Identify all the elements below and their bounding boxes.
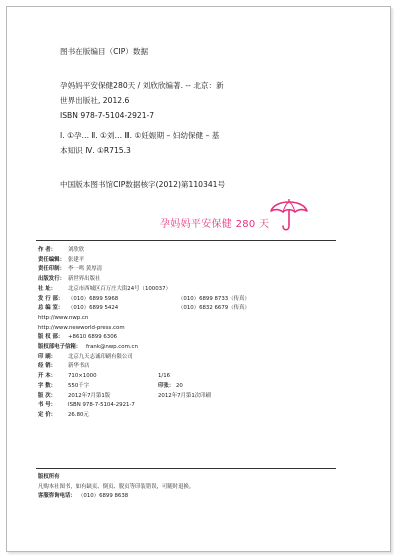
return-notice: 凡购本社图书，如有缺页、倒页、脱页等印装错误，可随时退换。 [38, 483, 195, 490]
email-value[interactable]: frank@nwp.com.cn [86, 344, 138, 350]
umbrella-icon [267, 193, 311, 237]
printing-label: 责任印制： [38, 266, 65, 273]
impression-value: 2012年7月第1次印刷 [158, 392, 211, 399]
cip-subject-line2: 本知识 Ⅳ. ①R715.3 [60, 146, 131, 155]
edition-value: 2012年7月第1版 [68, 392, 111, 399]
cip-subject-line1: Ⅰ. ①孕… Ⅱ. ①刘… Ⅲ. ①妊娠期 – 妇幼保健 – 基 [60, 131, 220, 140]
editor-label: 责任编辑： [38, 256, 65, 263]
sales-fax: （010）6899 8733（传真） [178, 295, 250, 302]
printing-value: 李一鸣 黄厚清 [68, 266, 103, 273]
divider-bottom [36, 468, 336, 469]
editor-value: 张建平 [68, 256, 85, 263]
address-value: 北京市西城区百万庄大街24号（100037） [68, 285, 171, 292]
email-label: 版权部电子信箱： [38, 344, 82, 350]
address-label: 社 址： [38, 285, 57, 292]
service-phone: （010）6899 8638 [78, 493, 129, 500]
author-label: 作 者： [38, 247, 57, 253]
format-label: 开 本： [38, 373, 57, 380]
format-value: 710×1000 [68, 373, 97, 380]
edition-label: 版 次： [38, 392, 57, 399]
printer-label: 印 刷： [38, 353, 57, 360]
distributor-value: 新华书店 [68, 363, 90, 370]
author-value: 刘欣欣 [68, 247, 85, 253]
isbn-value: ISBN 978-7-5104-2921-7 [68, 402, 135, 409]
website-link-1[interactable]: http://www.nwp.cn [38, 314, 89, 321]
publisher-label: 出版发行： [38, 276, 65, 283]
cip-isbn: ISBN 978-7-5104-2921-7 [60, 111, 155, 120]
price-label: 定 价： [38, 411, 57, 418]
sales-label: 发 行 部： [38, 295, 64, 302]
wordcount-label: 字 数： [38, 382, 57, 389]
editorial-fax: （010）6832 6679（传真） [178, 305, 250, 312]
format-fold: 1/16 [158, 373, 171, 380]
copyright-phone: +8610 6899 6306 [68, 334, 118, 341]
website-link-2[interactable]: http://www.newworld-press.com [38, 324, 125, 331]
book-title: 孕妈妈平安保健 280 天 [160, 219, 270, 230]
editorial-phone: （010）6899 5424 [68, 305, 119, 312]
wordcount-value: 550千字 [68, 382, 90, 389]
service-phone-label: 客服咨询电话： [38, 493, 76, 500]
copyright-label: 版 权 部： [38, 334, 64, 341]
divider-top [36, 240, 336, 241]
cip-entry-line1: 孕妈妈平安保健280天 / 刘欣欣编著. -- 北京：新 [60, 81, 224, 90]
publisher-value: 新世界出版社 [68, 276, 101, 283]
isbn-label: 书 号： [38, 402, 57, 409]
distributor-label: 经 销： [38, 363, 57, 370]
cip-entry-line2: 世界出版社, 2012.6 [60, 96, 130, 105]
sales-phone: （010）6899 5968 [68, 295, 119, 302]
editorial-label: 总 编 室： [38, 305, 64, 312]
printer-value: 北京九天志诚印刷有限公司 [68, 353, 133, 360]
sheets-label: 印张： [158, 382, 175, 389]
cip-heading: 图书在版编目（CIP）数据 [60, 47, 149, 56]
price-value: 26.80元 [68, 411, 89, 418]
rights-reserved: 版权所有 [38, 474, 60, 480]
sheets-value: 20 [176, 382, 183, 389]
cip-number: 中国版本图书馆CIP数据核字(2012)第110341号 [60, 180, 226, 189]
